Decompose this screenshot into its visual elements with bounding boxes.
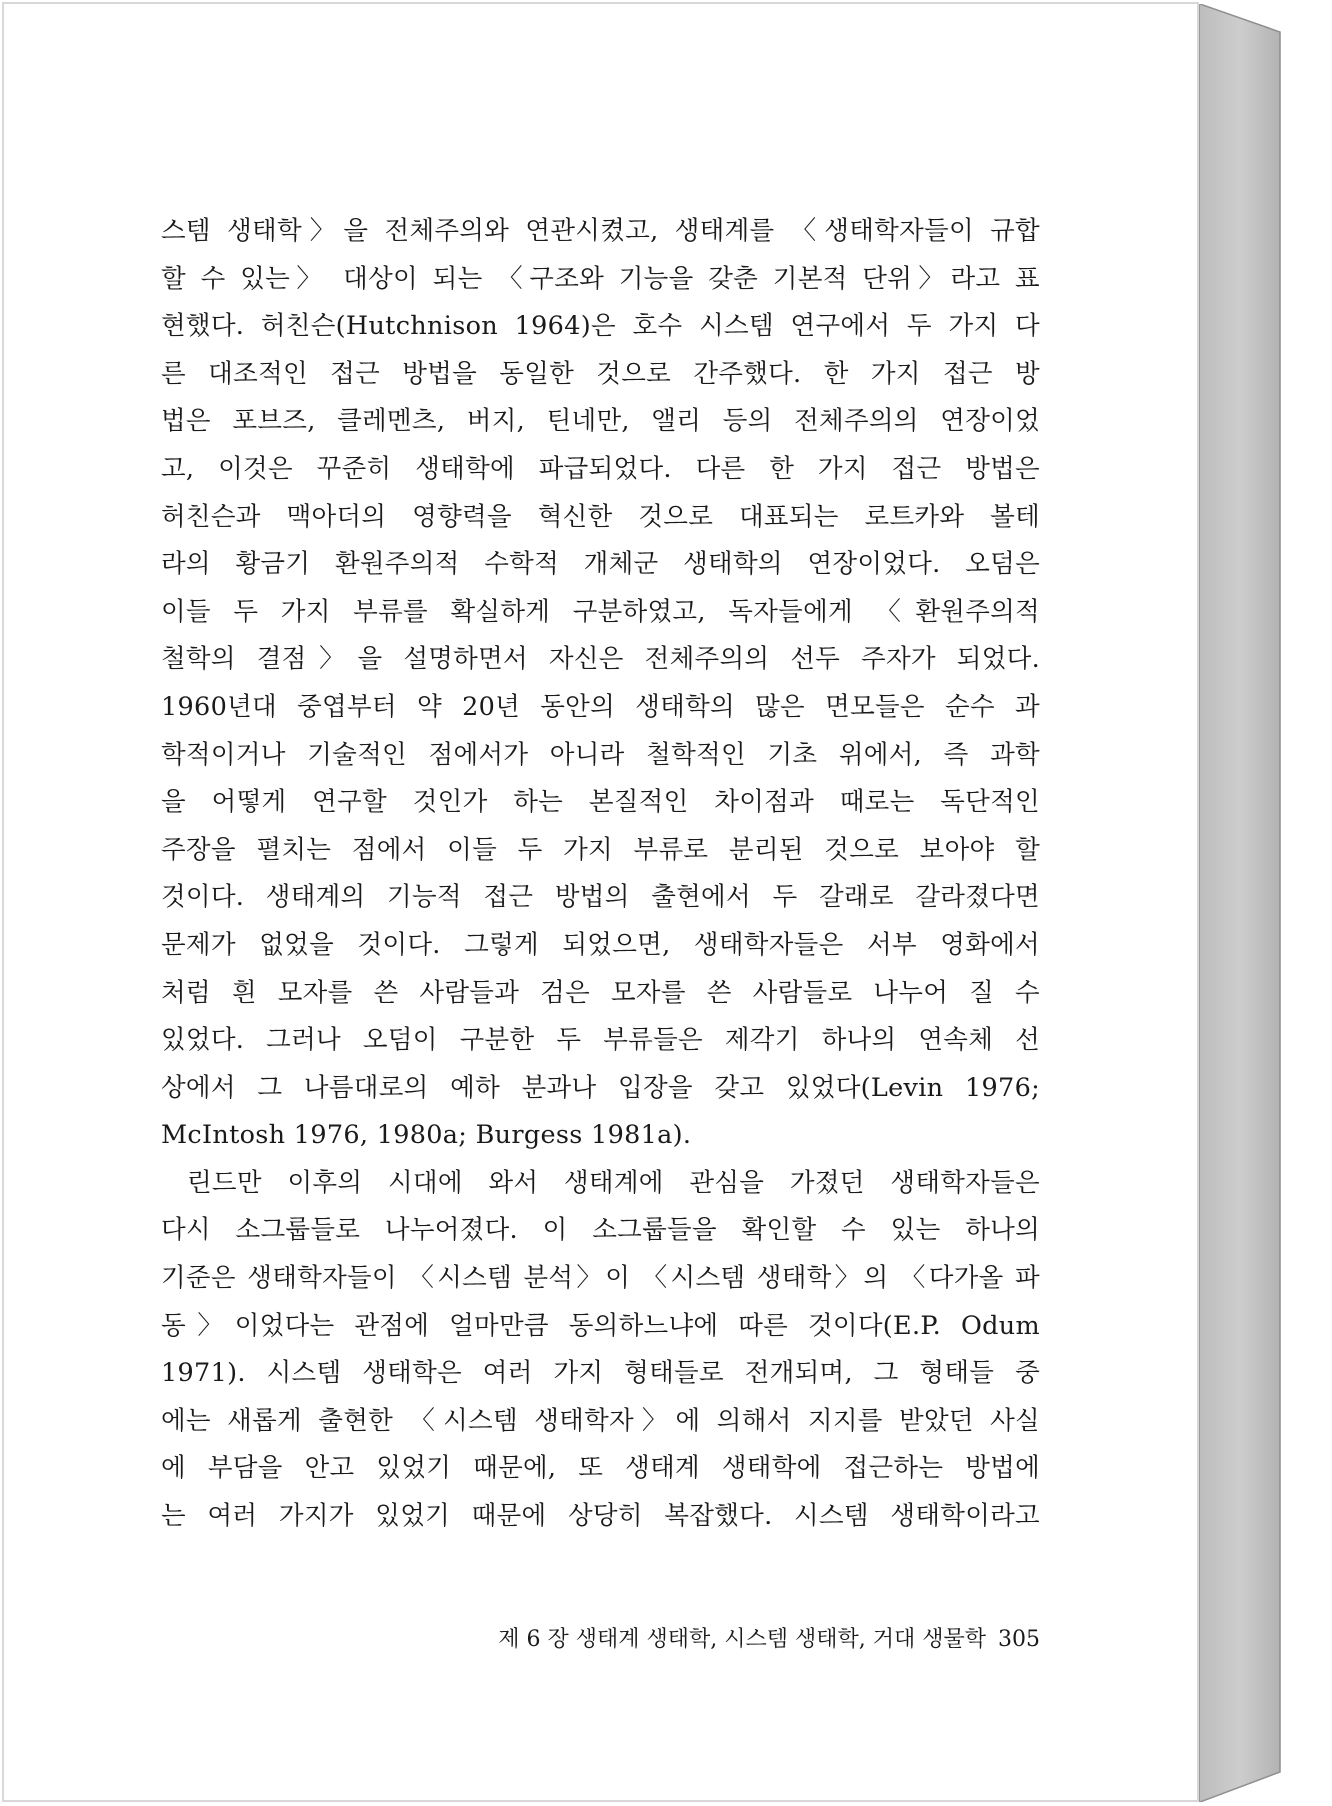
text-line: 현했다. 허친슨(Hutchnison 1964)은 호수 시스템 연구에서 두 가지 다: [161, 311, 1040, 342]
book-side-thickness: [1200, 4, 1330, 1802]
text-line: 것이다. 생태계의 기능적 접근 방법의 출현에서 두 갈래로 갈라졌다면: [161, 882, 1040, 913]
text-line: 상에서 그 나름대로의 예하 분과나 입장을 갖고 있었다(Levin 1976;: [161, 1072, 1040, 1103]
text-line: 1960년대 중엽부터 약 20년 동안의 생태학의 많은 면모들은 순수 과: [161, 691, 1040, 722]
text-line: 에는 새롭게 출현한 〈시스템 생태학자〉에 의해서 지지를 받았던 사실: [161, 1405, 1040, 1436]
text-line: 학적이거나 기술적인 점에서가 아니라 철학적인 기초 위에서, 즉 과학: [161, 739, 1040, 770]
text-line: 을 어떻게 연구할 것인가 하는 본질적인 차이점과 때로는 독단적인: [161, 787, 1040, 818]
text-line: 라의 황금기 환원주의적 수학적 개체군 생태학의 연장이었다. 오덤은: [161, 549, 1040, 580]
page-footer: [459, 1622, 1040, 1653]
text-line: 할 수 있는〉 대상이 되는 〈구조와 기능을 갖춘 기본적 단위〉라고 표: [161, 263, 1040, 294]
text-line: 있었다. 그러나 오덤이 구분한 두 부류들은 제각기 하나의 연속체 선: [161, 1025, 1040, 1056]
page-number: 305: [998, 1627, 1040, 1652]
text-line: 허친슨과 맥아더의 영향력을 혁신한 것으로 대표되는 로트카와 볼테: [161, 501, 1040, 532]
text-line: 고, 이것은 꾸준히 생태학에 파급되었다. 다른 한 가지 접근 방법은: [161, 453, 1040, 484]
text-line: McIntosh 1976, 1980a; Burgess 1981a).: [161, 1120, 692, 1151]
text-line: 는 여러 가지가 있었기 때문에 상당히 복잡했다. 시스템 생태학이라고: [161, 1501, 1040, 1532]
text-line: 다시 소그룹들로 나누어졌다. 이 소그룹들을 확인할 수 있는 하나의: [161, 1215, 1040, 1246]
text-line: 스템 생태학〉을 전체주의와 연관시켰고, 생태계를 〈생태학자들이 규합: [161, 216, 1040, 246]
paragraph-1: [161, 208, 1040, 1160]
text-line: 문제가 없었을 것이다. 그렇게 되었으면, 생태학자들은 서부 영화에서: [161, 929, 1040, 960]
text-line: 주장을 펼치는 점에서 이들 두 가지 부류로 분리된 것으로 보아야 할: [161, 834, 1040, 865]
book-side-face: [1200, 4, 1280, 1802]
text-line: 에 부담을 안고 있었기 때문에, 또 생태계 생태학에 접근하는 방법에: [161, 1453, 1040, 1484]
body-text: [161, 208, 1040, 1541]
text-line: 법은 포브즈, 클레멘츠, 버지, 틴네만, 앨리 등의 전체주의의 연장이었: [161, 406, 1040, 437]
text-line: 철학의 결점〉을 설명하면서 자신은 전체주의의 선두 주자가 되었다.: [161, 644, 1040, 675]
running-title: 제 6 장 생태계 생태학, 시스템 생태학, 거대 생물학: [498, 1627, 986, 1652]
text-line: 처럼 흰 모자를 쓴 사람들과 검은 모자를 쓴 사람들로 나누어 질 수: [161, 977, 1040, 1008]
text-line: 른 대조적인 접근 방법을 동일한 것으로 간주했다. 한 가지 접근 방: [161, 358, 1040, 389]
text-line: 동〉이었다는 관점에 얼마만큼 동의하느냐에 따른 것이다(E.P. Odum: [161, 1310, 1040, 1341]
paragraph-2: [161, 1160, 1040, 1541]
book-page: [2, 2, 1199, 1802]
text-line: 이들 두 가지 부류를 확실하게 구분하였고, 독자들에게 〈환원주의적: [161, 596, 1040, 627]
text-line: 기준은 생태학자들이 〈시스템 분석〉이 〈시스템 생태학〉의 〈다가올 파: [161, 1263, 1040, 1294]
text-line: 린드만 이후의 시대에 와서 생태계에 관심을 가졌던 생태학자들은: [187, 1167, 1040, 1198]
text-line: 1971). 시스템 생태학은 여러 가지 형태들로 전개되며, 그 형태들 중: [161, 1358, 1040, 1389]
